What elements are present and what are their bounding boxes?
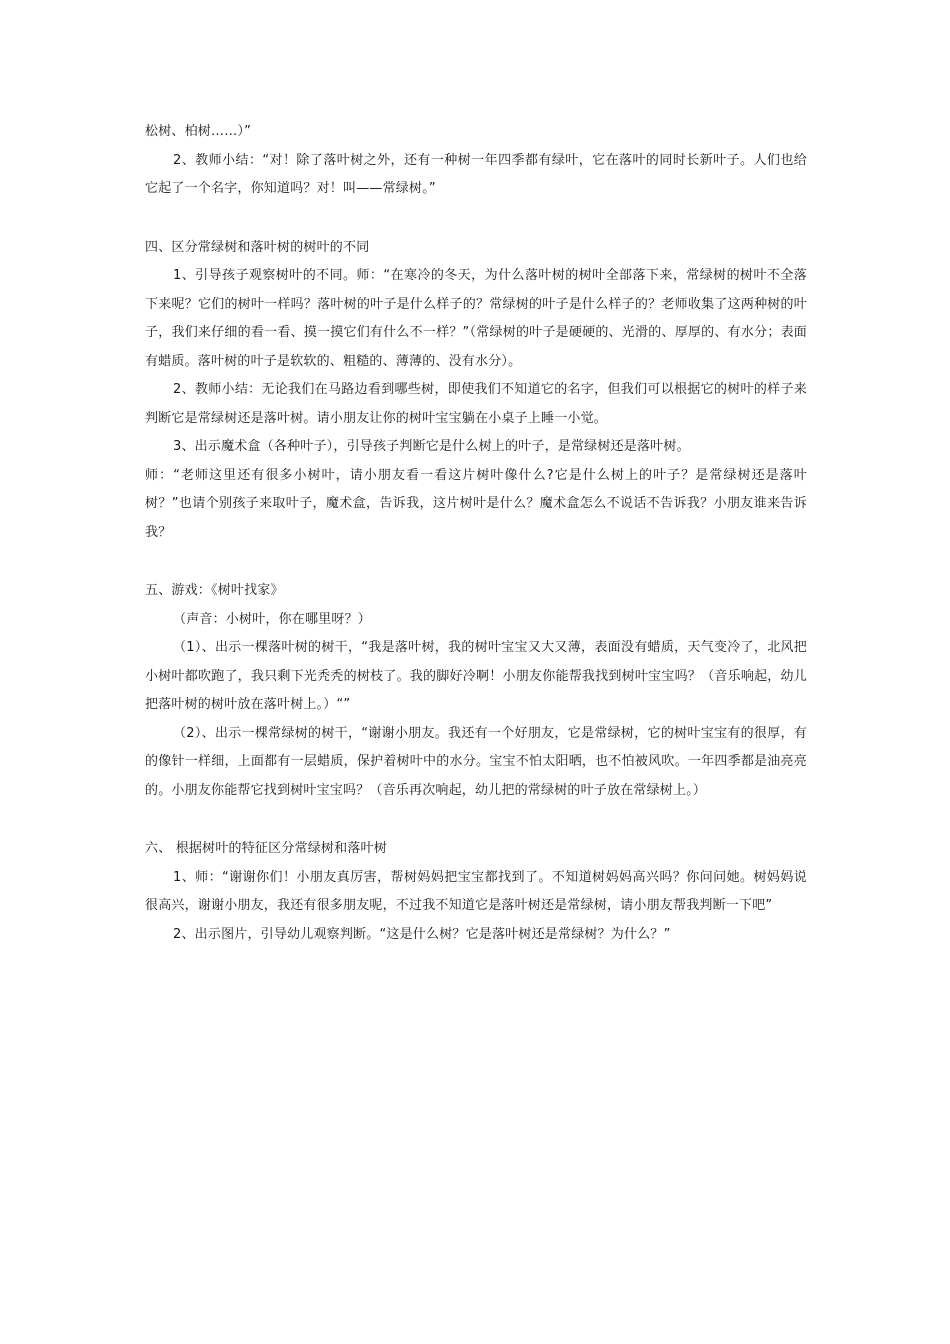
paragraph-4: 2、教师小结：无论我们在马路边看到哪些树，即使我们不知道它的名字，但我们可以根据它的树叶的样子来判断它是常绿树还是落叶树。请小朋友让你的树叶宝宝躺在小桌子上睡一小觉。 [145,382,807,426]
section-gap [145,805,807,835]
paragraph-11: 2、出示图片，引导幼儿观察判断。“这是什么树？它是落叶树还是常绿树？为什么？” [173,926,671,942]
section-heading-5: 五、游戏：《树叶找家》 [145,583,284,598]
paragraph-8: （1）、出示一棵落叶树的树干，“我是落叶树，我的树叶宝宝又大又薄，表面没有蜡质，天气变冷了，北风把小树叶都吹跑了，我只剩下光秃秃的树枝了。我的脚好冷啊！小朋友你能帮我找到树叶宝宝吗？（音乐响起，幼儿把落叶树的树叶放在落叶树上。）“” [145,640,807,712]
paragraph-6: 师：“老师这里还有很多小树叶，请小朋友看一看这片树叶像什么?它是什么树上的叶子？是常绿树还是落叶树？”也请个别孩子来取叶子，魔术盒，告诉我，这片树叶是什么？魔术盒怎么不说话不告诉我？小朋友谁来告诉我？ [145,467,807,540]
section-heading-6: 六、 根据树叶的特征区分常绿树和落叶树 [145,841,387,856]
paragraph-2: 2、教师小结：“对！除了落叶树之外，还有一种树一年四季都有绿叶，它在落叶的同时长新叶子。人们也给它起了一个名字，你知道吗？对！叫——常绿树。” [145,152,807,196]
paragraph-3: 1、引导孩子观察树叶的不同。师：“在寒冷的冬天，为什么落叶树的树叶全部落下来，常绿树的树叶不全落下来呢？它们的树叶一样吗？落叶树的叶子是什么样子的？常绿树的叶子是什么样子的？老师收集了这两种树的叶子，我们来仔细的看一看、摸一摸它们有什么不一样？”（常绿树的叶子是硬硬的、光滑的、厚厚的、有水分；表面有蜡质。落叶树的叶子是软软的、粗糙的、薄薄的、没有水分）。 [145,268,807,369]
section-heading-4: 四、区分常绿树和落叶树的树叶的不同 [145,239,370,255]
paragraph-9: （2）、出示一棵常绿树的树干，“谢谢小朋友。我还有一个好朋友，它是常绿树，它的树叶宝宝有的很厚，有的像针一样细，上面都有一层蜡质，保护着树叶中的水分。宝宝不怕太阳晒，也不怕被风吹。一年四季都是油亮亮的。小朋友你能帮它找到树叶宝宝吗？（音乐再次响起，幼儿把的常绿树的叶子放在常绿树上。） [145,725,807,798]
section-gap [145,204,807,234]
paragraph-7: （声音：小树叶，你在哪里呀？） [173,611,372,627]
paragraph-5: 3、出示魔术盒（各种叶子），引导孩子判断它是什么树上的叶子，是常绿树还是落叶树。 [173,439,690,454]
paragraph-1: 松树、柏树……）” [145,124,252,139]
paragraph-10: 1、师：“谢谢你们！小朋友真厉害，帮树妈妈把宝宝都找到了。不知道树妈妈高兴吗？你问问她。树妈妈说很高兴，谢谢小朋友，我还有很多朋友呢，不过我不知道它是落叶树还是常绿树，请小朋友帮我判断一下吧” [145,869,807,913]
section-gap [145,547,807,577]
document-page [145,118,807,949]
